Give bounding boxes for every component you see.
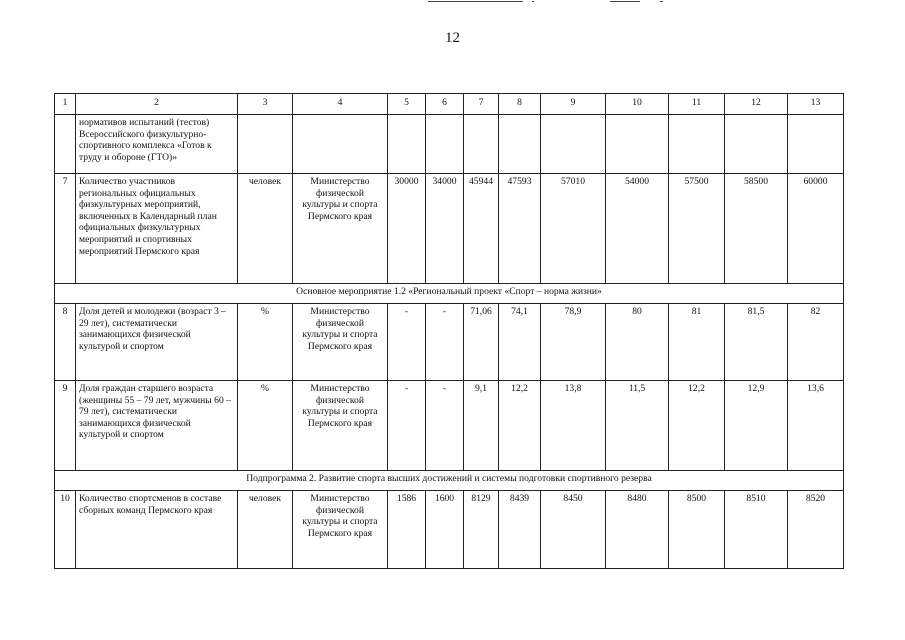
table-row: [55, 304, 844, 381]
page-number: 12: [445, 30, 460, 46]
value-cell: 12,2: [499, 381, 541, 471]
row-number-cell: 10: [55, 491, 76, 569]
header-cell: 8: [499, 94, 541, 115]
value-cell: -: [388, 381, 426, 471]
indicator-name-cell: нормативов испытаний (тестов) Всероссийского физкультурно-спортивного комплекса «Готов к труду и обороне (ГТО)»: [76, 115, 238, 174]
value-cell: 1600: [426, 491, 464, 569]
value-cell: 82: [788, 304, 844, 381]
value-cell: [725, 115, 788, 174]
unit-cell: человек: [238, 174, 293, 284]
value-cell: 34000: [426, 174, 464, 284]
table-row: [55, 381, 844, 471]
table-row: [55, 491, 844, 569]
header-cell: 3: [238, 94, 293, 115]
indicator-name-cell: Количество участников региональных официальных физкультурных мероприятий, включенных в Календарный план официальных физкультурных мероприятий и спортивных мероприятий Пермского края: [76, 174, 238, 284]
header-cell: 12: [725, 94, 788, 115]
value-cell: 11,5: [606, 381, 669, 471]
header-cell: 1: [55, 94, 76, 115]
value-cell: 58500: [725, 174, 788, 284]
section-title: Основное мероприятие 1.2 «Региональный проект «Спорт – норма жизни»: [55, 284, 844, 304]
indicator-name-cell: Доля детей и молодежи (возраст 3 – 29 лет), систематически занимающихся физической культурой и спортом: [76, 304, 238, 381]
row-number-cell: 8: [55, 304, 76, 381]
header-cell: 4: [293, 94, 388, 115]
value-cell: 57500: [669, 174, 725, 284]
value-cell: [464, 115, 499, 174]
value-cell: 8129: [464, 491, 499, 569]
value-cell: 80: [606, 304, 669, 381]
section-title: Подпрограмма 2. Развитие спорта высших достижений и системы подготовки спортивного резерва: [55, 471, 844, 491]
value-cell: 81,5: [725, 304, 788, 381]
section-row: [55, 284, 844, 304]
value-cell: [426, 115, 464, 174]
value-cell: [499, 115, 541, 174]
section-row: [55, 471, 844, 491]
header-cell: 10: [606, 94, 669, 115]
value-cell: 71,06: [464, 304, 499, 381]
responsible-cell: Министерство физической культуры и спорта Пермского края: [293, 304, 388, 381]
value-cell: 47593: [499, 174, 541, 284]
unit-cell: %: [238, 304, 293, 381]
value-cell: 8500: [669, 491, 725, 569]
responsible-cell: [293, 115, 388, 174]
row-number-cell: 7: [55, 174, 76, 284]
table-row: [55, 174, 844, 284]
header-cell: 13: [788, 94, 844, 115]
value-cell: [788, 115, 844, 174]
indicator-name-cell: Количество спортсменов в составе сборных команд Пермского края: [76, 491, 238, 569]
indicators-table: [54, 93, 844, 569]
responsible-cell: Министерство физической культуры и спорта Пермского края: [293, 491, 388, 569]
unit-cell: человек: [238, 491, 293, 569]
value-cell: 8520: [788, 491, 844, 569]
value-cell: 13,6: [788, 381, 844, 471]
value-cell: 12,2: [669, 381, 725, 471]
header-cell: 6: [426, 94, 464, 115]
unit-cell: %: [238, 381, 293, 471]
value-cell: [669, 115, 725, 174]
row-number-cell: [55, 115, 76, 174]
value-cell: 8450: [541, 491, 606, 569]
responsible-cell: Министерство физической культуры и спорта Пермского края: [293, 381, 388, 471]
value-cell: 8510: [725, 491, 788, 569]
value-cell: 8480: [606, 491, 669, 569]
value-cell: 57010: [541, 174, 606, 284]
value-cell: 81: [669, 304, 725, 381]
value-cell: 12,9: [725, 381, 788, 471]
value-cell: 74,1: [499, 304, 541, 381]
value-cell: -: [426, 381, 464, 471]
value-cell: 78,9: [541, 304, 606, 381]
header-cell: 11: [669, 94, 725, 115]
top-edge-line: [428, 0, 668, 4]
value-cell: 60000: [788, 174, 844, 284]
unit-cell: [238, 115, 293, 174]
value-cell: 54000: [606, 174, 669, 284]
row-number-cell: 9: [55, 381, 76, 471]
value-cell: 1586: [388, 491, 426, 569]
value-cell: [606, 115, 669, 174]
value-cell: 30000: [388, 174, 426, 284]
responsible-cell: Министерство физической культуры и спорта Пермского края: [293, 174, 388, 284]
value-cell: -: [426, 304, 464, 381]
header-cell: 2: [76, 94, 238, 115]
value-cell: [541, 115, 606, 174]
value-cell: 13,8: [541, 381, 606, 471]
value-cell: [388, 115, 426, 174]
header-cell: 9: [541, 94, 606, 115]
header-cell: 7: [464, 94, 499, 115]
value-cell: -: [388, 304, 426, 381]
header-cell: 5: [388, 94, 426, 115]
value-cell: 45944: [464, 174, 499, 284]
table-row: [55, 115, 844, 174]
header-row: [55, 94, 844, 115]
value-cell: 8439: [499, 491, 541, 569]
indicator-name-cell: Доля граждан старшего возраста (женщины 55 – 79 лет, мужчины 60 – 79 лет), систематически занимающихся физической культурой и спортом: [76, 381, 238, 471]
value-cell: 9,1: [464, 381, 499, 471]
